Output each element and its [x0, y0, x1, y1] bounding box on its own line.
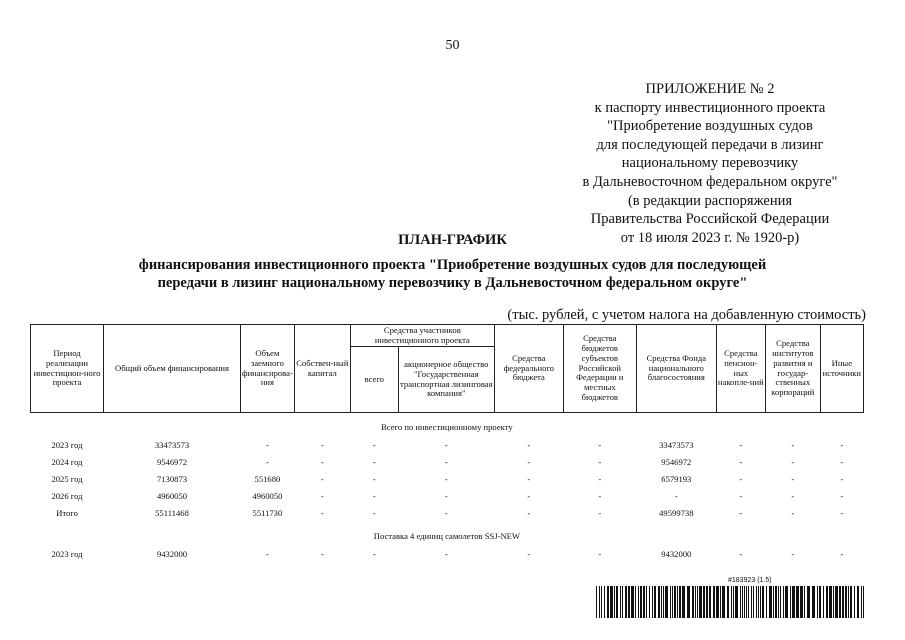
table-cell: -	[598, 456, 602, 467]
table-cell: -	[265, 548, 269, 559]
table-cell: -	[791, 490, 795, 501]
table-cell: -	[598, 473, 602, 484]
header-federal-budget: Средства федерального бюджета	[494, 325, 563, 413]
appendix-line: ПРИЛОЖЕНИЕ № 2	[645, 81, 775, 97]
table-cell: -	[791, 507, 795, 518]
table-cell: -	[527, 490, 531, 501]
financing-schedule-table	[30, 324, 864, 563]
table-cell: -	[739, 490, 743, 501]
subtitle-line-1: финансирования инвестиционного проекта "Приобретение воздушных судов для последующей	[138, 257, 767, 273]
table-cell: 6579193	[661, 473, 692, 484]
appendix-line: "Приобретение воздушных судов	[607, 118, 813, 135]
table-cell: 2026 год	[51, 490, 83, 501]
table-cell: 551680	[254, 473, 281, 484]
table-cell: -	[320, 548, 324, 559]
table-cell: Итого	[56, 507, 78, 518]
table-cell: -	[444, 473, 448, 484]
header-own-capital: Собствен-ный капитал	[294, 325, 350, 413]
table-cell: -	[444, 490, 448, 501]
table-cell: -	[598, 507, 602, 518]
table-cell: 33473573	[154, 439, 190, 450]
table-cell: -	[598, 439, 602, 450]
table-cell: -	[840, 507, 844, 518]
table-cell: -	[791, 439, 795, 450]
table-cell: -	[372, 548, 376, 559]
table-cell: -	[840, 548, 844, 559]
table-cell: -	[372, 507, 376, 518]
appendix-heading	[540, 80, 880, 247]
table-cell: 9432000	[661, 548, 692, 559]
appendix-line: от 18 июля 2023 г. № 1920-р)	[620, 229, 800, 246]
header-other-sources: Иные источники	[820, 325, 863, 413]
table-cell: -	[444, 439, 448, 450]
table-cell: 2023 год	[51, 439, 83, 450]
appendix-line: национальному перевозчику	[621, 155, 799, 172]
table-cell: -	[527, 456, 531, 467]
table-row	[31, 454, 864, 471]
table-cell: 9432000	[156, 548, 188, 559]
header-development-institutions: Средства институтов развития и государ-ственных корпораций	[765, 325, 820, 413]
table-cell: -	[444, 548, 448, 559]
table-cell: -	[320, 490, 324, 501]
table-row	[31, 437, 864, 454]
table-row-total	[31, 505, 864, 522]
table-cell: 2023 год	[51, 548, 83, 559]
table-cell: -	[372, 490, 376, 501]
table-cell: -	[840, 473, 844, 484]
table-cell: -	[320, 456, 324, 467]
table-cell: -	[598, 548, 602, 559]
subtitle-line-2: передачи в лизинг национальному перевозчику в Дальневосточном федеральном округе"	[157, 275, 748, 291]
table-cell: -	[527, 473, 531, 484]
table-cell: -	[527, 507, 531, 518]
table-row	[31, 471, 864, 488]
table-cell: -	[739, 507, 743, 518]
table-cell: -	[674, 490, 678, 501]
table-cell: -	[791, 548, 795, 559]
appendix-line: к паспорту инвестиционного проекта	[594, 99, 826, 116]
table-row	[31, 546, 864, 563]
section-title: Всего по инвестиционному проекту	[381, 422, 513, 433]
header-participants-gtlk: акционерное общество "Государственная транспортная лизинговая компания"	[398, 347, 494, 413]
table-cell: -	[320, 439, 324, 450]
header-participants: Средства участников инвестиционного проекта	[350, 325, 494, 347]
page-number: 50	[445, 38, 460, 53]
appendix-line: для последующей передачи в лизинг	[596, 136, 824, 153]
table-cell: -	[444, 456, 448, 467]
barcode-icon	[596, 586, 868, 618]
table-cell: -	[739, 548, 743, 559]
table-cell: -	[739, 439, 743, 450]
table-cell: 2025 год	[51, 473, 83, 484]
table-cell: 4960050	[156, 490, 188, 501]
table-cell: -	[320, 507, 324, 518]
table-cell: -	[840, 490, 844, 501]
units-note: (тыс. рублей, с учетом налога на добавленную стоимость)	[507, 307, 866, 323]
table-cell: 5511730	[252, 507, 283, 518]
table-cell: -	[791, 473, 795, 484]
header-loan-financing: Объем заемного финансирова-ния	[241, 325, 295, 413]
table-cell: -	[598, 490, 602, 501]
header-participants-total: всего	[350, 347, 398, 413]
table-cell: 49599738	[659, 507, 694, 518]
document-subtitle	[0, 256, 905, 292]
appendix-line: Правительства Российской Федерации	[590, 211, 830, 228]
barcode-number: #183923 (1.5)	[728, 577, 772, 584]
table-cell: -	[739, 473, 743, 484]
table-cell: 4960050	[252, 490, 283, 501]
table-row	[31, 488, 864, 505]
table-cell: -	[840, 439, 844, 450]
header-regional-budgets: Средства бюджетов субъектов Российской Федерации и местных бюджетов	[563, 325, 636, 413]
table-cell: -	[444, 507, 448, 518]
table-cell: -	[265, 439, 269, 450]
table-cell: 9546972	[661, 456, 692, 467]
table-cell: -	[527, 439, 531, 450]
table-cell: 33473573	[659, 439, 694, 450]
header-national-wealth-fund: Средства Фонда национального благосостояния	[636, 325, 716, 413]
table-cell: 2024 год	[51, 456, 83, 467]
section-title: Поставка 4 единиц самолетов SSJ-NEW	[373, 531, 521, 542]
header-pension-savings: Средства пенсион-ных накопле-ний	[716, 325, 765, 413]
table-cell: -	[840, 456, 844, 467]
appendix-line: в Дальневосточном федеральном округе"	[582, 173, 838, 190]
table-cell: -	[372, 456, 376, 467]
table-cell: -	[265, 456, 269, 467]
table-cell: 7130873	[156, 473, 188, 484]
table-cell: -	[791, 456, 795, 467]
header-total-financing: Общий объем финансирования	[104, 325, 241, 413]
document-title: ПЛАН-ГРАФИК	[398, 232, 507, 248]
table-cell: -	[372, 439, 376, 450]
table-cell: 55111468	[155, 507, 189, 518]
table-cell: -	[372, 473, 376, 484]
appendix-line: (в редакции распоряжения	[627, 192, 793, 209]
table-cell: -	[527, 548, 531, 559]
header-period: Период реализации инвестицион-ного проекта	[31, 325, 104, 413]
table-cell: -	[739, 456, 743, 467]
table-cell: 9546972	[156, 456, 188, 467]
table-cell: -	[320, 473, 324, 484]
